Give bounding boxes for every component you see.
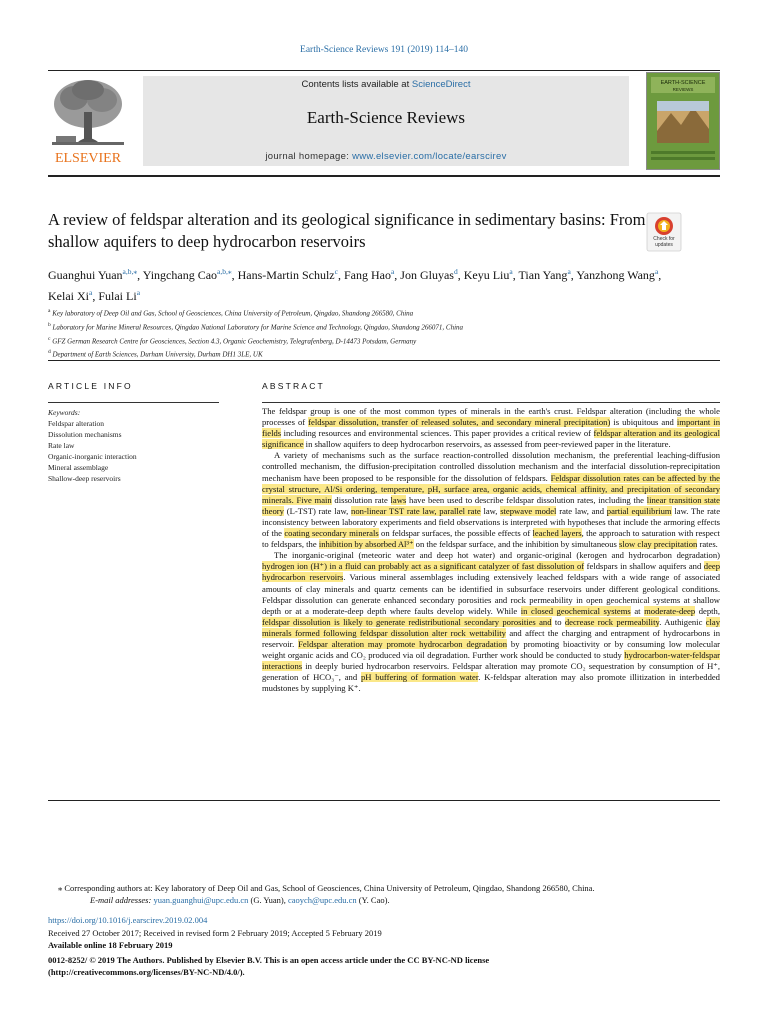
- highlighted-text[interactable]: Feldspar dissolution rates can be affected by the crystal structure, Al/Si ordering, temperature, pH, surface area, organic acids, chemical affinity, and precipitation of secondary minerals. Five main: [262, 472, 720, 505]
- author-name[interactable]: Fang Hao: [343, 268, 391, 282]
- abstract-text-run: A variety of mechanisms such as the surface reaction-controlled dissolution mechanism, the preferential leaching-diffusion controlled mechanism, the diffusion-precipitation controlled dissolution mechanism and the interfacial dissolution-reprecipitation mechanism have been proposed to be responsible for the dissolution of feldspars.: [262, 450, 720, 483]
- email-link-cao[interactable]: caoych@upc.edu.cn: [287, 895, 357, 905]
- abstract-paragraph: [262, 406, 720, 450]
- email-cao-who: (Y. Cao).: [356, 895, 390, 905]
- abstract-text-run: feldspars in shallow aquifers and: [584, 561, 704, 572]
- abstract-text-run: and affect the charging and entrapment of hydrocarbons in reservoir.: [262, 627, 721, 649]
- keyword-list: [48, 418, 228, 484]
- highlighted-text[interactable]: deep hydrocarbon reservoirs: [262, 561, 720, 583]
- received-dates: Received 27 October 2017; Received in revised form 2 February 2019; Accepted 5 February 2019: [48, 928, 382, 938]
- keyword-item: Dissolution mechanisms: [48, 430, 122, 439]
- check-updates-label: Check for updates: [653, 236, 675, 248]
- article-info-heading: ARTICLE INFO: [48, 381, 133, 391]
- sciencedirect-link[interactable]: ScienceDirect: [411, 79, 471, 90]
- author-affiliation-marker[interactable]: a: [89, 288, 93, 297]
- highlighted-text[interactable]: slow clay precipitation: [619, 539, 698, 550]
- author-affiliation-marker[interactable]: a: [136, 288, 141, 297]
- abstract-text-run: . Various mineral assemblages including extensively leached feldspars with a wide range of associated amounts of clay minerals and quartz cements can be identified in subsurface reservoirs under different geological conditions. Feldspar dissolution can generate enhanced secondary porosities and rock permeability in open geochemical systems at shallow depth or at a moderate-deep depth where faults develop widely. While: [262, 572, 720, 616]
- keyword-item: Mineral assemblage: [48, 463, 109, 472]
- affiliation-marker: b: [48, 321, 51, 328]
- abstract-text-run: by promoting bioactivity or by consuming low molecular weight organic acids and CO₂ produced via oil degradation. Further work should be conducted to study: [262, 638, 720, 661]
- abstract-text-run: to: [551, 616, 565, 627]
- corresponding-author-text: ⁎ Corresponding authors at: Key laboratory of Deep Oil and Gas, School of Geosciences, China University of Petroleum, Qingdao, Shandong 266580, China.: [58, 883, 595, 893]
- section-rule: [48, 360, 720, 361]
- affiliation-marker: c: [48, 335, 51, 342]
- author-affiliation-marker[interactable]: a: [567, 267, 571, 276]
- article-info-rule: [48, 402, 219, 403]
- abstract-rule: [262, 402, 720, 403]
- abstract-text-run: law,: [480, 505, 501, 516]
- keyword-item: Feldspar alteration: [48, 419, 105, 428]
- affiliation-item: [48, 334, 708, 348]
- abstract-paragraph: [262, 450, 720, 550]
- journal-cover-thumbnail[interactable]: [646, 72, 720, 170]
- keywords-label: Keywords:: [48, 408, 81, 417]
- highlighted-text[interactable]: feldspar dissolution, transfer of released solutes, and secondary mineral precipitation): [308, 417, 611, 428]
- abstract-heading: ABSTRACT: [262, 381, 325, 391]
- highlighted-text[interactable]: non-linear TST rate law, parallel rate: [351, 505, 481, 516]
- doi-link[interactable]: https://doi.org/10.1016/j.earscirev.2019.02.004: [48, 915, 208, 925]
- highlighted-text[interactable]: Feldspar alteration may promote hydrocarbon degradation: [298, 638, 508, 649]
- affiliation-item: [48, 320, 708, 334]
- author-affiliation-marker[interactable]: a,b,⁎: [122, 267, 138, 276]
- elsevier-logo[interactable]: [48, 76, 128, 166]
- abstract-text-run: (L-TST) rate law,: [283, 505, 352, 516]
- abstract-paragraph: [262, 550, 720, 694]
- elsevier-wordmark: ELSEVIER: [54, 151, 122, 166]
- highlighted-text[interactable]: partial equilibrium: [606, 505, 672, 516]
- email-label: E-mail addresses:: [90, 895, 152, 905]
- article-title: A review of feldspar alteration and its geological significance in sedimentary basins: From shallow aquifers to deep hydrocarbon reservoirs: [48, 210, 646, 251]
- author-affiliation-marker[interactable]: d: [453, 267, 458, 276]
- keyword-item: Rate law: [48, 441, 75, 450]
- abstract-bottom-rule: [48, 800, 720, 801]
- affiliations: [48, 306, 708, 361]
- author-list: Guanghui Yuan$^{a,b,⁎}$, Yingchang Cao$^{a,b,⁎}$, Hans-Martin Schulz$^c$, Fang Hao$^a$, Jon Gluyas$^d$, Keyu Liu$^a$, Tian Yang$^a$, Yanzhong Wang$^a$, Kelai Xi$^a$, Fulai Li$^a$: [48, 267, 662, 303]
- highlighted-text[interactable]: moderate-deep: [644, 605, 696, 616]
- author-affiliation-marker[interactable]: a,b,⁎: [217, 267, 232, 276]
- highlighted-text[interactable]: stepwave model: [500, 505, 557, 516]
- email-yuan-who: (G. Yuan),: [248, 895, 288, 905]
- highlighted-text[interactable]: feldspar alteration and its geological significance: [262, 428, 720, 450]
- journal-cover-image: [647, 73, 719, 169]
- highlighted-text[interactable]: clay minerals formed following feldspar dissolution alter rock wettability: [262, 616, 721, 638]
- keyword-item: Shallow-deep reservoirs: [48, 474, 121, 483]
- author-name[interactable]: Jon Gluyas: [400, 268, 454, 282]
- abstract-text-run: depth,: [695, 605, 720, 616]
- abstract-text-run: law. The rate inconsistency between laboratory experiments and field observations is interpreted with hypotheses that include the armoring effects of the: [262, 505, 721, 539]
- highlighted-text[interactable]: laws: [390, 494, 407, 505]
- highlighted-text[interactable]: linear transition state theory: [262, 494, 720, 516]
- abstract-text-run: The inorganic-original (meteoric water and deep hot water) and organic-original (kerogen and hydrocarbon degradation): [274, 550, 720, 561]
- elsevier-tree-icon: [48, 76, 128, 166]
- author-name[interactable]: Fulai Li: [98, 289, 137, 303]
- license-statement: 0012-8252/ © 2019 The Authors. Published by Elsevier B.V. This is an open access article under the CC BY-NC-ND license (http://creativecommons.org/licenses/BY-NC-ND/4.0/).: [48, 955, 490, 977]
- affiliation-marker: a: [48, 308, 51, 314]
- author-name[interactable]: Guanghui Yuan: [48, 268, 123, 282]
- email-link-yuan[interactable]: yuan.guanghui@upc.edu.cn: [153, 895, 249, 905]
- abstract-text-run: rate law, and: [556, 505, 607, 516]
- highlighted-text[interactable]: pH buffering of formation water: [360, 672, 479, 683]
- highlighted-text[interactable]: in closed geochemical systems: [520, 605, 631, 616]
- abstract-text-run: on feldspar surfaces, the possible effects of: [378, 528, 533, 539]
- author-name[interactable]: Keyu Liu: [463, 268, 510, 282]
- homepage-prefix: journal homepage:: [265, 151, 353, 162]
- author-affiliation-marker[interactable]: a: [390, 267, 395, 276]
- abstract-text: [262, 406, 720, 694]
- abstract-text-run: at: [630, 605, 645, 616]
- abstract-text-run: in deeply buried hydrocarbon reservoirs. Feldspar alteration may promote CO₂ sequestration by consumption of H⁺, generation of HCO₃⁻, and: [262, 661, 720, 683]
- affiliation-text: Key laboratory of Deep Oil and Gas, School of Geosciences, China University of Petroleum, Qingdao, Shandong 266580, China: [52, 309, 414, 318]
- homepage-link[interactable]: www.elsevier.com/locate/earscirev: [352, 151, 507, 162]
- author-affiliation-marker[interactable]: c: [334, 267, 338, 276]
- abstract-text-run: in shallow aquifers to deep hydrocarbon reservoirs, as assessed from peer-reviewed paper in the literature.: [303, 439, 671, 450]
- email-line: [48, 894, 720, 906]
- highlighted-text[interactable]: leached layers: [532, 528, 582, 539]
- author-name[interactable]: Yanzhong Wang: [576, 268, 655, 282]
- affiliation-item: [48, 306, 708, 320]
- cover-subtitle: REVIEWS: [672, 87, 694, 92]
- author-name[interactable]: Tian Yang: [518, 268, 568, 282]
- abstract-text-run: rates.: [697, 539, 718, 550]
- highlighted-text[interactable]: coating secondary minerals: [284, 528, 379, 539]
- abstract-text-run: , the approach to saturation with respect to feldspars, the: [262, 528, 720, 550]
- contents-prefix: Contents lists available at: [301, 79, 412, 90]
- abstract-text-run: including resources and environmental sciences. This paper provides a critical review of: [281, 428, 594, 439]
- affiliation-text: Laboratory for Marine Mineral Resources, Qingdao National Laboratory for Marine Science and Technology, Qingdao, Shandong 266071, China: [52, 323, 464, 332]
- keyword-item: Organic-inorganic interaction: [48, 452, 137, 461]
- abstract-text-run: The feldspar group is one of the most common types of minerals in the earth's crust. Feldspar alteration (including the whole processes of: [262, 406, 720, 428]
- corresponding-author-footnote: [48, 882, 720, 906]
- header-top-rule: [48, 70, 720, 71]
- header-bottom-rule: [48, 175, 720, 177]
- author-name[interactable]: Yingchang Cao: [142, 268, 218, 282]
- abstract-text-run: dissolution rate: [331, 494, 391, 505]
- journal-homepage-line: [143, 151, 629, 162]
- author-name[interactable]: Hans-Martin Schulz: [237, 268, 335, 282]
- contents-available-line: [143, 79, 629, 90]
- cover-title: EARTH-SCIENCE: [660, 80, 706, 86]
- highlighted-text[interactable]: hydrocarbon-water-feldspar interactions: [262, 650, 720, 672]
- highlighted-text[interactable]: important in fields: [262, 417, 721, 439]
- abstract-text-run: . Authigenic: [659, 616, 706, 627]
- abstract-text-run: is ubiquitous and: [610, 417, 677, 428]
- abstract-text-run: have been used to describe feldspar dissolution rates, including the: [406, 494, 647, 505]
- available-online-date: Available online 18 February 2019: [48, 940, 173, 950]
- keywords-block: [48, 407, 228, 484]
- author-name[interactable]: Kelai Xi: [48, 289, 89, 303]
- affiliation-marker: d: [48, 349, 51, 356]
- author-affiliation-marker[interactable]: a: [509, 267, 513, 276]
- check-for-updates-button[interactable]: [643, 212, 685, 252]
- highlighted-text[interactable]: decrease rock permeability: [564, 616, 660, 627]
- affiliation-text: Department of Earth Sciences, Durham University, Durham DH1 3LE, UK: [52, 350, 263, 359]
- abstract-text-run: . K-feldspar alteration may also promote illitization in interbedded mudstones by supplying K⁺.: [262, 672, 720, 694]
- journal-title: Earth-Science Reviews: [306, 108, 466, 127]
- highlighted-text[interactable]: feldspar dissolution is likely to generate redistributional secondary porosities and: [262, 616, 552, 627]
- affiliation-text: GFZ German Research Centre for Geosciences, Section 4.3, Organic Geochemistry, Telegrafenberg, D-14473 Potsdam, Germany: [52, 336, 417, 345]
- highlighted-text[interactable]: inhibition by absorbed Al³⁺: [318, 539, 414, 550]
- abstract-text-run: on the feldspar surface, and the inhibition by simultaneous: [413, 539, 620, 550]
- highlighted-text[interactable]: hydrogen ion (H⁺) in a fluid can probably act as a significant catalyzer of fast dissolution of: [262, 561, 585, 572]
- author-affiliation-marker[interactable]: a: [654, 267, 659, 276]
- journal-reference[interactable]: Earth-Science Reviews 191 (2019) 114–140: [300, 45, 468, 55]
